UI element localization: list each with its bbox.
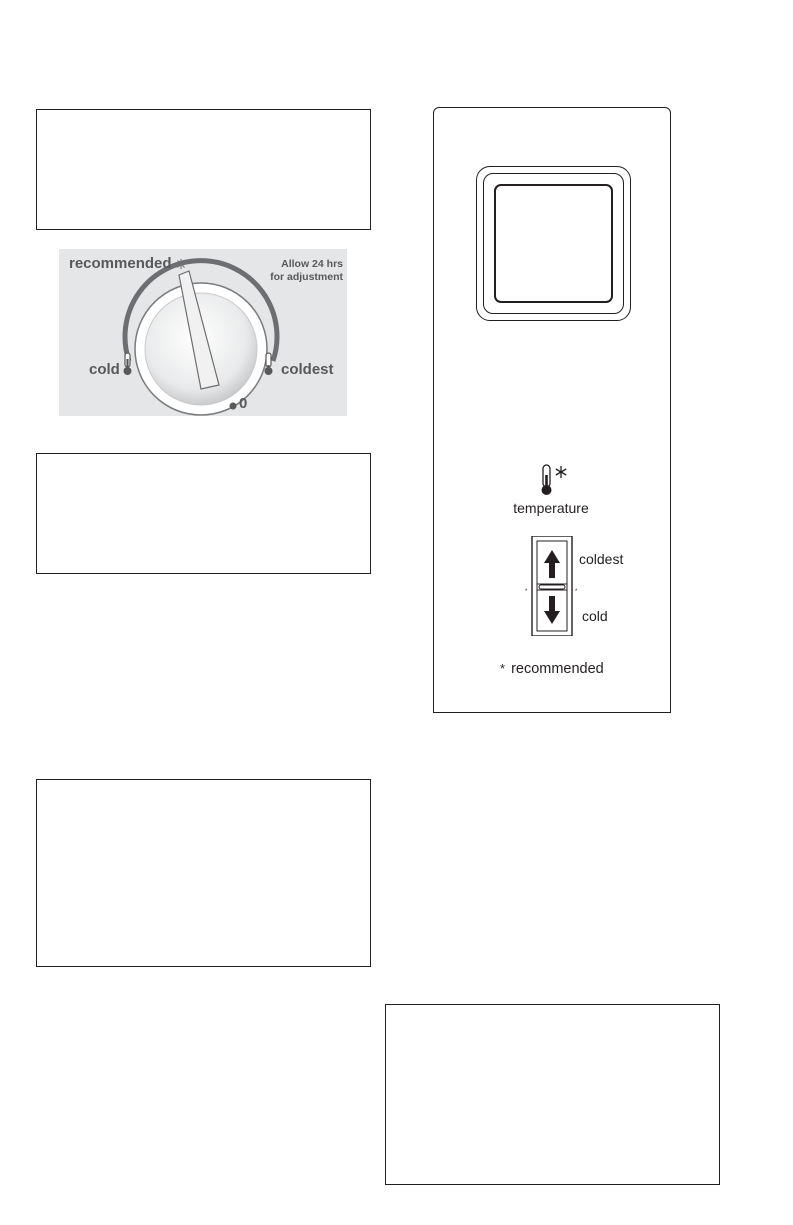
dial-cold-label: cold [89, 361, 120, 378]
temperature-slider[interactable] [520, 536, 580, 636]
text-box-1 [36, 109, 371, 230]
control-panel [433, 107, 671, 713]
display-window-frame [483, 173, 624, 314]
thermometer-small-icon [124, 353, 132, 375]
display-window-screen [494, 184, 613, 303]
temperature-label: temperature [513, 500, 589, 516]
slider-handle[interactable] [539, 585, 565, 589]
text-box-2 [36, 453, 371, 574]
svg-text:*: * [575, 589, 578, 595]
thermometer-small-icon [265, 353, 273, 375]
recommended-label: recommended [511, 661, 604, 677]
snowflake-small-icon [176, 259, 186, 269]
dial-allow-line2: for adjustment [270, 271, 343, 283]
dial-recommended-label: recommended [69, 255, 172, 272]
svg-text:*: * [525, 589, 528, 595]
text-box-3 [36, 779, 371, 967]
text-box-4 [385, 1004, 720, 1185]
snowflake-icon [556, 466, 566, 478]
dial-allow-line1: Allow 24 hrs [281, 258, 343, 270]
recommended-note [500, 661, 604, 677]
thermometer-icon [540, 463, 570, 497]
slider-cold-label: cold [582, 608, 608, 624]
recommended-star: * [500, 661, 506, 676]
display-window [476, 166, 631, 321]
dial-coldest-label: coldest [281, 361, 334, 378]
slider-coldest-label: coldest [579, 551, 624, 567]
off-dot [230, 403, 237, 410]
freezer-dial-panel [59, 249, 347, 416]
dial-off-label: 0 [239, 395, 248, 412]
